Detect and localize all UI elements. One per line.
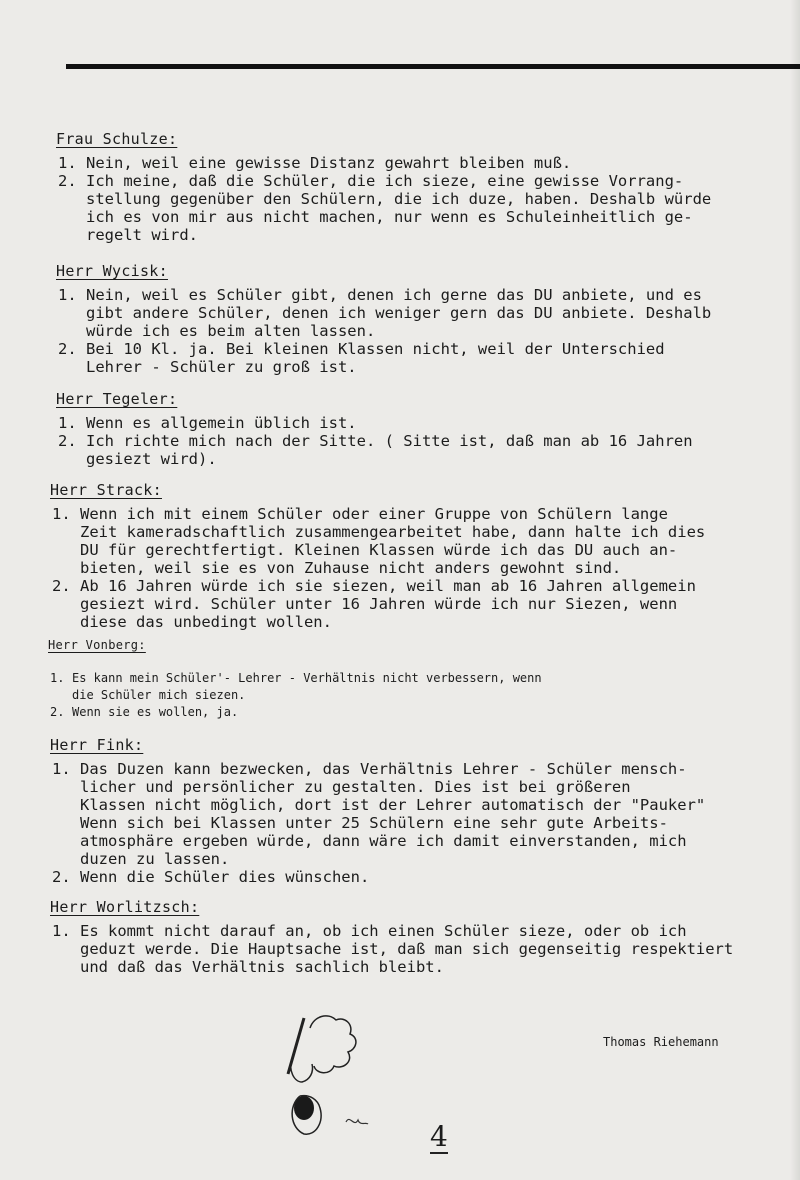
item-text: Ich meine, daß die Schüler, die ich sieze, eine gewisse Vorrang- stellung gegenüber den Schülern, die ich duze, haben. Deshalb würde ich es von mir aus nicht machen, nur wenn es Schuleinheitlich ge- regelt wird. [86, 172, 712, 244]
list-item [56, 286, 796, 340]
item-number: 2. [58, 432, 77, 450]
item-number: 2. [52, 868, 71, 886]
item-text: Wenn die Schüler dies wünschen. [80, 868, 370, 886]
section-frau-schulze [56, 130, 796, 244]
section-herr-worlitzsch [50, 898, 790, 976]
section-herr-tegeler [56, 390, 796, 468]
header-rule [66, 64, 800, 69]
item-text: Nein, weil eine gewisse Distanz gewahrt bleiben muß. [86, 154, 572, 172]
list-item [50, 922, 790, 976]
item-text: Wenn es allgemein üblich ist. [86, 414, 357, 432]
item-text: Das Duzen kann bezwecken, das Verhältnis Lehrer - Schüler mensch- licher und persönlicher zu gestalten. Dies ist bei größeren Klassen nicht möglich, dort ist der Lehrer automatisch der "Pauker" Wenn sich bei Klassen unter 25 Schülern eine sehr gute Arbeits- atmosphäre ergeben würde, dann wäre ich damit einverstanden, mich duzen zu lassen. [80, 760, 706, 868]
section-herr-strack [50, 481, 790, 631]
figure-sketch-drawing [270, 1010, 380, 1140]
speaker-heading: Herr Wycisk: [56, 262, 168, 280]
item-number: 2. [58, 172, 77, 190]
speaker-heading: Frau Schulze: [56, 130, 178, 148]
item-number: 1. [50, 671, 65, 685]
list-item [56, 340, 796, 376]
item-text: Ab 16 Jahren würde ich sie siezen, weil man ab 16 Jahren allgemein gesiezt wird. Schüler unter 16 Jahren würde ich nur Siezen, wenn diese das unbedingt wollen. [80, 577, 696, 631]
item-text: Ich richte mich nach der Sitte. ( Sitte ist, daß man ab 16 Jahren gesiezt wird). [86, 432, 693, 468]
list-item [50, 577, 790, 631]
speaker-heading: Herr Fink: [50, 736, 144, 754]
item-number: 1. [52, 922, 71, 940]
item-text: Wenn ich mit einem Schüler oder einer Gruppe von Schülern lange Zeit kameradschaftlich zusammengearbeitet habe, dann halte ich dies DU für gerechtfertigt. Kleinen Klassen würde ich das DU auch an- bieten, weil sie es von Zuhause nicht anders gewohnt sind. [80, 505, 706, 577]
list-item [48, 704, 788, 721]
section-herr-vonberg [48, 638, 788, 721]
list-item [56, 414, 796, 432]
list-item [48, 670, 788, 704]
item-number: 1. [52, 760, 71, 778]
speaker-heading: Herr Vonberg: [48, 638, 146, 652]
list-item [50, 760, 790, 868]
section-herr-fink [50, 736, 790, 886]
page-number: 4 [430, 1120, 448, 1153]
item-number: 1. [58, 286, 77, 304]
item-number: 1. [58, 414, 77, 432]
item-text: Es kann mein Schüler'- Lehrer - Verhältnis nicht verbessern, wenn die Schüler mich siezen. [72, 671, 542, 702]
speaker-heading: Herr Tegeler: [56, 390, 178, 408]
list-item [56, 432, 796, 468]
item-number: 2. [50, 705, 65, 719]
author-signature: Thomas Riehemann [603, 1035, 719, 1049]
list-item [50, 505, 790, 577]
item-text: Wenn sie es wollen, ja. [72, 705, 239, 719]
item-number: 2. [52, 577, 71, 595]
list-item [50, 868, 790, 886]
speaker-heading: Herr Worlitzsch: [50, 898, 200, 916]
item-text: Nein, weil es Schüler gibt, denen ich gerne das DU anbiete, und es gibt andere Schüler, denen ich weniger gern das DU anbiete. Deshalb würde ich es beim alten lassen. [86, 286, 712, 340]
item-text: Es kommt nicht darauf an, ob ich einen Schüler sieze, oder ob ich geduzt werde. Die Hauptsache ist, daß man sich gegenseitig respektiert und daß das Verhältnis sachlich bleibt. [80, 922, 734, 976]
item-number: 1. [52, 505, 71, 523]
item-text: Bei 10 Kl. ja. Bei kleinen Klassen nicht, weil der Unterschied Lehrer - Schüler zu groß ist. [86, 340, 665, 376]
item-number: 2. [58, 340, 77, 358]
item-number: 1. [58, 154, 77, 172]
list-item [56, 172, 796, 244]
list-item [56, 154, 796, 172]
speaker-heading: Herr Strack: [50, 481, 162, 499]
section-herr-wycisk [56, 262, 796, 376]
